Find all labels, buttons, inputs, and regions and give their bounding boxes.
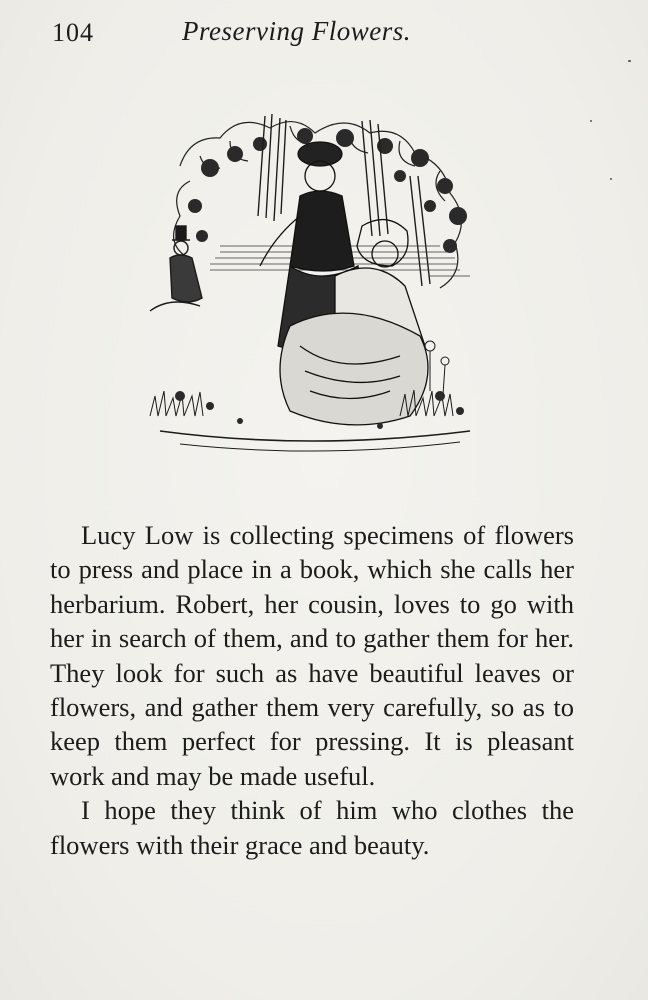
paragraph-1: Lucy Low is collecting specimens of flowers to press and place in a book, which she calls her herbarium. Robert, her cousin, loves to go with her in search of them, and to gather them for her. They look for such as have beautiful leaves or flowers, and gather them very carefully, so as to keep them perfect for pressing. It is pleasant work and may be made useful. — [50, 520, 574, 791]
engraving-illustration — [140, 96, 490, 476]
paper-speck — [628, 60, 631, 62]
page-number: 104 — [52, 18, 94, 47]
body-text — [50, 518, 574, 862]
paragraph-2: I hope they think of him who clothes the flowers with their grace and beauty. — [50, 795, 574, 860]
paper-speck — [590, 120, 592, 122]
paper-speck — [610, 178, 612, 180]
running-title: Preserving Flowers. — [182, 16, 411, 46]
page-header — [52, 14, 612, 54]
